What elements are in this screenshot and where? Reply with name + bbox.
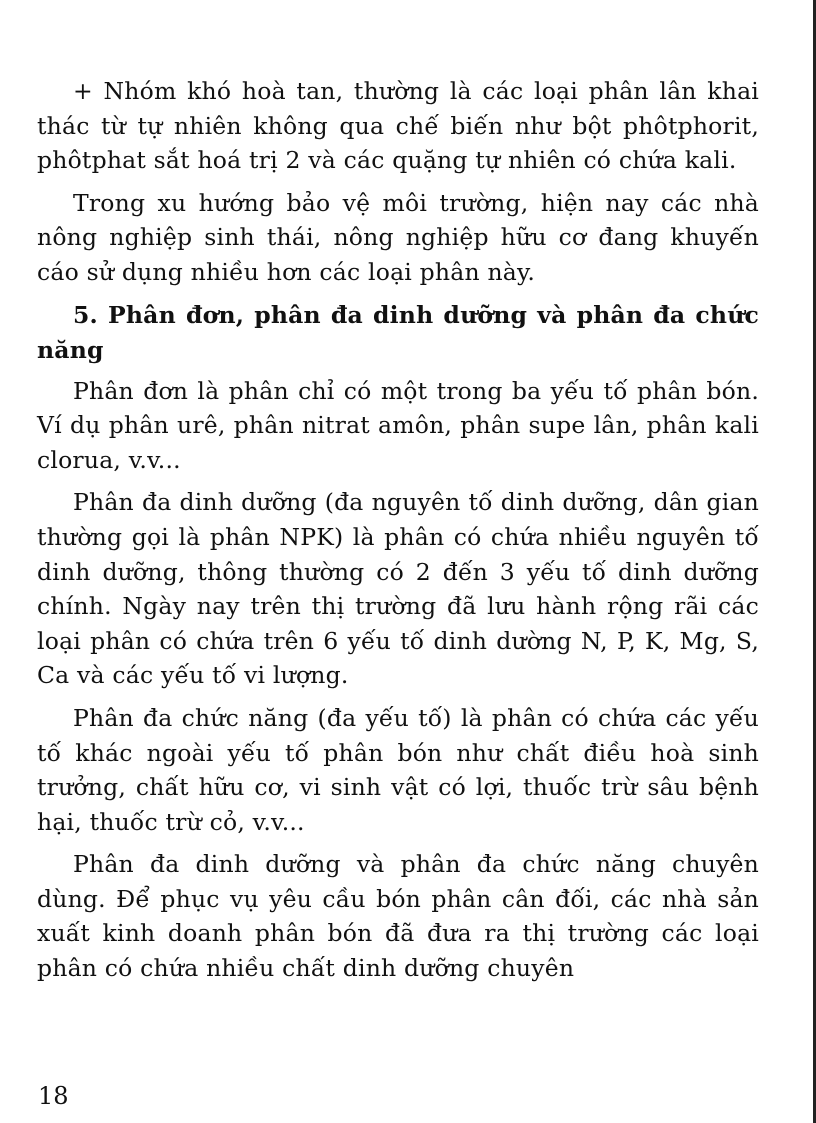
paragraph-specialized: Phân đa dinh dưỡng và phân đa chức năng chuyên dùng. Để phục vụ yêu cầu bón phân cân đối, các nhà sản xuất kinh doanh phân bón đã đưa ra thị trường các loại phân có chứa nhiều chất dinh dưỡng chuyên bbox=[37, 850, 759, 983]
page-number: 18 bbox=[38, 1082, 69, 1110]
section-heading: 5. Phân đơn, phân đa dinh dưỡng và phân đa chức năng bbox=[37, 300, 759, 364]
paragraph-environment-trend: Trong xu hướng bảo vệ môi trường, hiện nay các nhà nông nghiệp sinh thái, nông nghiệp hữu cơ đang khuyến cáo sử dụng nhiều hơn các loại phân này. bbox=[37, 188, 759, 286]
paragraph-single-fertilizer: Phân đơn là phân chỉ có một trong ba yếu tố phân bón. Ví dụ phân urê, phân nitrat amôn, phân supe lân, phân kali clorua, v.v... bbox=[37, 376, 759, 474]
paragraph-multi-nutrient: Phân đa dinh dưỡng (đa nguyên tố dinh dưỡng, dân gian thường gọi là phân NPK) là phân có chứa nhiều nguyên tố dinh dưỡng, thông thường có 2 đến 3 yếu tố dinh dưỡng chính. Ngày nay trên thị trường đã lưu hành rộng rãi các loại phân có chứa trên 6 yếu tố dinh dường N, P, K, Mg, S, Ca và các yếu tố vi lượng. bbox=[37, 488, 759, 690]
paragraph-multi-function: Phân đa chức năng (đa yếu tố) là phân có chứa các yếu tố khác ngoài yếu tố phân bón như chất điều hoà sinh trưởng, chất hữu cơ, vi sinh vật có lợi, thuốc trừ sâu bệnh hại, thuốc trừ cỏ, v.v... bbox=[37, 703, 759, 836]
paragraph-insoluble-group: + Nhóm khó hoà tan, thường là các loại phân lân khai thác từ tự nhiên không qua chế biến như bột phôtphorit, phôtphat sắt hoá trị 2 và các quặng tự nhiên có chứa kali. bbox=[37, 77, 759, 175]
page-body bbox=[37, 74, 759, 994]
